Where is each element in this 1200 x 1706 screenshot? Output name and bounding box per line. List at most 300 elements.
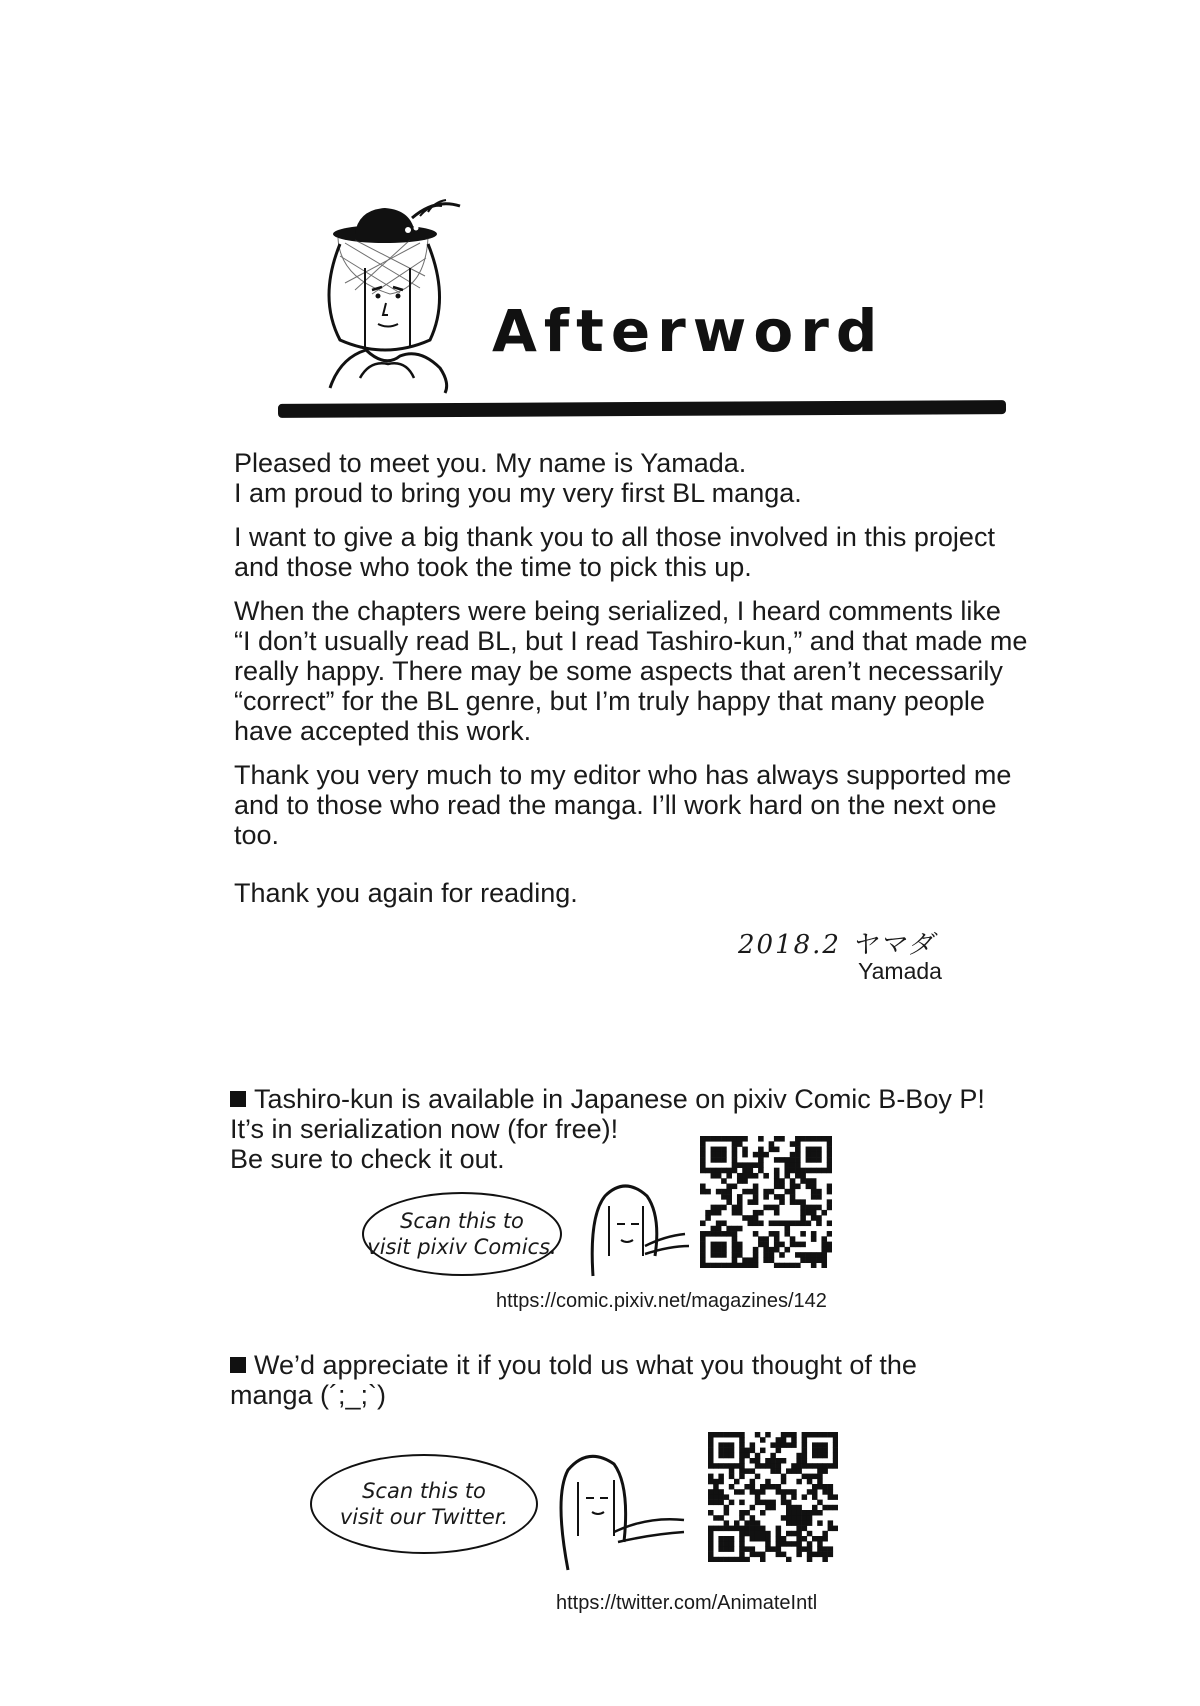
pointing-character-illustration: [548, 1446, 688, 1576]
qr-module: [784, 1247, 790, 1253]
qr-module: [713, 1484, 719, 1490]
qr-module: [791, 1437, 797, 1443]
pixiv-qr-code: [700, 1136, 832, 1268]
qr-module: [739, 1541, 745, 1547]
qr-module: [737, 1210, 743, 1216]
qr-module: [784, 1263, 790, 1268]
qr-module: [776, 1536, 782, 1542]
qr-module: [755, 1500, 761, 1506]
qr-module: [732, 1162, 738, 1168]
qr-module: [713, 1432, 719, 1438]
qr-module: [755, 1494, 761, 1500]
qr-module: [807, 1520, 813, 1526]
qr-module: [828, 1546, 834, 1552]
qr-module: [732, 1252, 738, 1258]
qr-module: [721, 1205, 727, 1211]
qr-module: [816, 1205, 822, 1211]
qr-module: [724, 1510, 730, 1516]
qr-module: [828, 1463, 834, 1469]
paragraph: Pleased to meet you. My name is Yamada. I am proud to bring you my very first BL manga.: [234, 448, 802, 508]
qr-module: [816, 1168, 822, 1174]
qr-module: [765, 1536, 771, 1542]
qr-module: [812, 1432, 818, 1438]
qr-module: [726, 1199, 732, 1205]
qr-module: [781, 1432, 787, 1438]
pixiv-notice: [230, 1084, 985, 1174]
qr-module: [726, 1136, 732, 1142]
qr-module: [816, 1189, 822, 1195]
qr-module: [750, 1552, 756, 1558]
qr-module: [765, 1432, 771, 1438]
qr-module: [721, 1178, 727, 1184]
qr-module: [816, 1157, 822, 1163]
qr-module: [760, 1531, 766, 1537]
qr-module: [724, 1442, 730, 1448]
qr-module: [796, 1468, 802, 1474]
qr-module: [795, 1173, 801, 1179]
qr-module: [769, 1247, 775, 1253]
qr-module: [822, 1489, 828, 1495]
qr-module: [708, 1458, 714, 1464]
qr-module: [827, 1247, 832, 1253]
qr-module: [724, 1526, 730, 1532]
qr-module: [750, 1484, 756, 1490]
qr-module: [763, 1189, 769, 1195]
qr-module: [822, 1432, 828, 1438]
qr-module: [760, 1448, 766, 1454]
qr-module: [827, 1162, 832, 1168]
qr-module: [786, 1489, 792, 1495]
qr-module: [769, 1220, 775, 1226]
qr-module: [711, 1226, 717, 1232]
qr-module: [753, 1199, 759, 1205]
qr-module: [708, 1453, 714, 1459]
qr-module: [726, 1194, 732, 1200]
qr-module: [796, 1505, 802, 1511]
qr-module: [732, 1263, 738, 1268]
qr-module: [833, 1453, 838, 1459]
qr-module: [726, 1184, 732, 1190]
qr-module: [729, 1468, 735, 1474]
twitter-url-link[interactable]: https://twitter.com/AnimateIntl: [556, 1592, 818, 1614]
qr-module: [827, 1152, 832, 1158]
bullet-square-icon: [230, 1091, 246, 1107]
qr-module: [800, 1210, 806, 1216]
qr-module: [758, 1210, 764, 1216]
qr-module: [753, 1215, 759, 1221]
qr-module: [827, 1184, 832, 1190]
qr-module: [755, 1552, 761, 1558]
qr-module: [729, 1448, 735, 1454]
qr-module: [716, 1168, 722, 1174]
qr-module: [718, 1515, 724, 1521]
qr-module: [718, 1557, 724, 1562]
qr-module: [711, 1242, 717, 1248]
qr-module: [724, 1494, 730, 1500]
qr-module: [822, 1557, 828, 1562]
qr-module: [713, 1557, 719, 1562]
qr-module: [833, 1432, 838, 1438]
qr-module: [796, 1510, 802, 1516]
qr-module: [807, 1557, 813, 1562]
qr-module: [765, 1546, 771, 1552]
qr-module: [700, 1168, 706, 1174]
qr-module: [718, 1474, 724, 1480]
qr-module: [734, 1463, 740, 1469]
qr-module: [821, 1136, 827, 1142]
qr-module: [807, 1474, 813, 1480]
qr-module: [739, 1474, 745, 1480]
qr-module: [742, 1168, 748, 1174]
qr-module: [742, 1215, 748, 1221]
qr-module: [729, 1557, 735, 1562]
qr-module: [750, 1531, 756, 1537]
qr-module: [753, 1231, 759, 1237]
qr-module: [807, 1531, 813, 1537]
qr-module: [828, 1552, 834, 1558]
qr-module: [802, 1494, 808, 1500]
qr-module: [744, 1510, 750, 1516]
qr-module: [769, 1252, 775, 1258]
qr-module: [758, 1242, 764, 1248]
qr-module: [833, 1463, 838, 1469]
page-title: Afterword: [492, 297, 885, 365]
qr-module: [790, 1242, 796, 1248]
qr-module: [718, 1432, 724, 1438]
qr-module: [744, 1453, 750, 1459]
qr-module: [742, 1162, 748, 1168]
qr-module: [806, 1184, 812, 1190]
qr-module: [716, 1247, 722, 1253]
qr-module: [760, 1484, 766, 1490]
qr-module: [774, 1205, 780, 1211]
qr-module: [732, 1184, 738, 1190]
qr-module: [700, 1247, 706, 1253]
qr-module: [739, 1432, 745, 1438]
qr-module: [716, 1242, 722, 1248]
qr-module: [755, 1453, 761, 1459]
qr-module: [786, 1468, 792, 1474]
qr-module: [784, 1231, 790, 1237]
qr-module: [807, 1432, 813, 1438]
qr-module: [800, 1205, 806, 1211]
qr-module: [769, 1231, 775, 1237]
qr-module: [827, 1136, 832, 1142]
qr-module: [791, 1515, 797, 1521]
qr-module: [796, 1515, 802, 1521]
qr-module: [776, 1468, 782, 1474]
qr-module: [711, 1231, 717, 1237]
qr-module: [779, 1157, 785, 1163]
qr-module: [774, 1157, 780, 1163]
qr-module: [739, 1437, 745, 1443]
qr-module: [724, 1463, 730, 1469]
qr-module: [795, 1184, 801, 1190]
qr-module: [796, 1463, 802, 1469]
qr-module: [817, 1510, 823, 1516]
qr-module: [729, 1541, 735, 1547]
qr-module: [700, 1220, 706, 1226]
qr-module: [811, 1184, 817, 1190]
qr-module: [800, 1136, 806, 1142]
qr-module: [716, 1263, 722, 1268]
qr-module: [827, 1242, 832, 1248]
qr-module: [822, 1505, 828, 1511]
qr-module: [755, 1531, 761, 1537]
qr-module: [776, 1442, 782, 1448]
qr-module: [744, 1448, 750, 1454]
qr-module: [790, 1162, 796, 1168]
qr-module: [806, 1205, 812, 1211]
qr-module: [705, 1168, 711, 1174]
qr-module: [779, 1252, 785, 1258]
qr-module: [732, 1236, 738, 1242]
qr-module: [753, 1173, 759, 1179]
qr-module: [711, 1205, 717, 1211]
qr-module: [755, 1489, 761, 1495]
qr-module: [758, 1157, 764, 1163]
qr-module: [737, 1162, 743, 1168]
author-character-illustration: [300, 198, 470, 413]
qr-module: [812, 1510, 818, 1516]
qr-module: [724, 1536, 730, 1542]
qr-module: [700, 1157, 706, 1163]
notice-text: It’s in serialization now (for free)!: [230, 1114, 619, 1144]
qr-module: [716, 1157, 722, 1163]
qr-module: [822, 1536, 828, 1542]
paragraph: When the chapters were being serialized, I heard comments like “I don’t usually read BL, but I read Tashiro-kun,” and that made me really happy. There may be some aspects that aren’t necessarily “correct” for the BL genre, but I’m truly happy that many people have accepted this work.: [234, 596, 1028, 746]
qr-module: [781, 1536, 787, 1542]
qr-module: [737, 1173, 743, 1179]
qr-module: [781, 1552, 787, 1558]
qr-module: [776, 1463, 782, 1469]
qr-module: [705, 1136, 711, 1142]
qr-module: [781, 1437, 787, 1443]
qr-module: [732, 1242, 738, 1248]
qr-module: [811, 1252, 817, 1258]
qr-module: [737, 1205, 743, 1211]
qr-module: [713, 1494, 719, 1500]
qr-module: [711, 1168, 717, 1174]
qr-module: [774, 1136, 780, 1142]
qr-module: [822, 1484, 828, 1490]
qr-module: [817, 1453, 823, 1459]
qr-module: [790, 1184, 796, 1190]
qr-module: [770, 1463, 776, 1469]
qr-module: [765, 1531, 771, 1537]
qr-module: [800, 1252, 806, 1258]
qr-module: [812, 1484, 818, 1490]
qr-module: [739, 1442, 745, 1448]
qr-module: [713, 1463, 719, 1469]
qr-module: [732, 1141, 738, 1147]
qr-module: [716, 1173, 722, 1179]
qr-module: [713, 1526, 719, 1532]
qr-module: [770, 1484, 776, 1490]
qr-module: [726, 1189, 732, 1195]
qr-module: [770, 1453, 776, 1459]
qr-module: [716, 1152, 722, 1158]
qr-module: [726, 1173, 732, 1179]
qr-module: [791, 1541, 797, 1547]
qr-module: [774, 1147, 780, 1153]
qr-module: [827, 1168, 832, 1174]
qr-module: [791, 1442, 797, 1448]
qr-module: [828, 1489, 834, 1495]
qr-module: [770, 1442, 776, 1448]
qr-module: [770, 1546, 776, 1552]
qr-module: [791, 1468, 797, 1474]
qr-module: [708, 1531, 714, 1537]
qr-module: [755, 1520, 761, 1526]
pixiv-url-link[interactable]: https://comic.pixiv.net/magazines/142: [496, 1290, 827, 1312]
notice-text: Be sure to check it out.: [230, 1144, 505, 1174]
qr-module: [718, 1489, 724, 1495]
qr-module: [784, 1162, 790, 1168]
qr-module: [770, 1500, 776, 1506]
qr-module: [791, 1505, 797, 1511]
qr-module: [827, 1147, 832, 1153]
qr-module: [750, 1505, 756, 1511]
qr-module: [737, 1247, 743, 1253]
qr-module: [748, 1162, 754, 1168]
qr-module: [833, 1494, 838, 1500]
qr-module: [734, 1432, 740, 1438]
qr-module: [821, 1263, 827, 1268]
qr-module: [816, 1152, 822, 1158]
qr-module: [795, 1252, 801, 1258]
qr-module: [758, 1136, 764, 1142]
qr-module: [737, 1199, 743, 1205]
qr-module: [711, 1247, 717, 1253]
qr-module: [833, 1505, 838, 1511]
qr-module: [721, 1231, 727, 1237]
qr-module: [791, 1494, 797, 1500]
qr-module: [742, 1189, 748, 1195]
qr-module: [718, 1500, 724, 1506]
qr-module: [806, 1168, 812, 1174]
qr-module: [760, 1500, 766, 1506]
qr-module: [739, 1531, 745, 1537]
qr-module: [721, 1252, 727, 1258]
qr-module: [732, 1168, 738, 1174]
qr-module: [817, 1432, 823, 1438]
qr-module: [806, 1210, 812, 1216]
qr-module: [821, 1252, 827, 1258]
bubble-text: Scan this to: [362, 1479, 486, 1503]
qr-module: [721, 1136, 727, 1142]
qr-module: [774, 1173, 780, 1179]
qr-module: [796, 1531, 802, 1537]
qr-module: [817, 1546, 823, 1552]
qr-module: [753, 1263, 759, 1268]
qr-module: [711, 1136, 717, 1142]
qr-module: [806, 1157, 812, 1163]
qr-module: [828, 1432, 834, 1438]
qr-module: [708, 1536, 714, 1542]
qr-module: [765, 1500, 771, 1506]
qr-module: [796, 1552, 802, 1558]
qr-module: [718, 1442, 724, 1448]
qr-module: [828, 1494, 834, 1500]
qr-module: [812, 1448, 818, 1454]
qr-module: [737, 1263, 743, 1268]
qr-module: [774, 1263, 780, 1268]
qr-module: [724, 1557, 730, 1562]
qr-module: [774, 1194, 780, 1200]
qr-module: [802, 1510, 808, 1516]
qr-module: [811, 1205, 817, 1211]
qr-module: [828, 1484, 834, 1490]
qr-module: [795, 1162, 801, 1168]
qr-module: [705, 1215, 711, 1221]
qr-module: [744, 1520, 750, 1526]
qr-module: [755, 1536, 761, 1542]
qr-module: [790, 1199, 796, 1205]
qr-module: [729, 1546, 735, 1552]
qr-module: [700, 1231, 706, 1237]
qr-module: [718, 1526, 724, 1532]
qr-module: [827, 1205, 832, 1211]
qr-module: [786, 1515, 792, 1521]
qr-module: [732, 1226, 738, 1232]
qr-module: [770, 1468, 776, 1474]
qr-module: [821, 1168, 827, 1174]
qr-module: [758, 1147, 764, 1153]
qr-module: [786, 1531, 792, 1537]
qr-module: [708, 1510, 714, 1516]
qr-module: [718, 1479, 724, 1485]
qr-module: [786, 1432, 792, 1438]
qr-module: [811, 1236, 817, 1242]
qr-module: [822, 1442, 828, 1448]
qr-module: [781, 1494, 787, 1500]
qr-module: [721, 1242, 727, 1248]
qr-module: [770, 1505, 776, 1511]
qr-module: [732, 1257, 738, 1263]
qr-module: [806, 1178, 812, 1184]
qr-module: [779, 1220, 785, 1226]
qr-module: [786, 1442, 792, 1448]
qr-module: [744, 1526, 750, 1532]
qr-module: [811, 1257, 817, 1263]
qr-module: [776, 1458, 782, 1464]
qr-module: [800, 1215, 806, 1221]
qr-module: [776, 1526, 782, 1532]
qr-module: [807, 1546, 813, 1552]
qr-module: [739, 1510, 745, 1516]
qr-module: [811, 1152, 817, 1158]
qr-module: [763, 1236, 769, 1242]
qr-module: [821, 1257, 827, 1263]
qr-module: [776, 1489, 782, 1495]
qr-module: [763, 1205, 769, 1211]
qr-module: [729, 1442, 735, 1448]
qr-module: [784, 1157, 790, 1163]
qr-module: [750, 1448, 756, 1454]
qr-module: [700, 1242, 706, 1248]
qr-module: [708, 1500, 714, 1506]
qr-module: [716, 1136, 722, 1142]
qr-module: [744, 1546, 750, 1552]
qr-module: [758, 1162, 764, 1168]
qr-module: [739, 1448, 745, 1454]
qr-module: [796, 1479, 802, 1485]
qr-module: [708, 1494, 714, 1500]
qr-module: [753, 1252, 759, 1258]
qr-module: [758, 1152, 764, 1158]
qr-module: [795, 1168, 801, 1174]
